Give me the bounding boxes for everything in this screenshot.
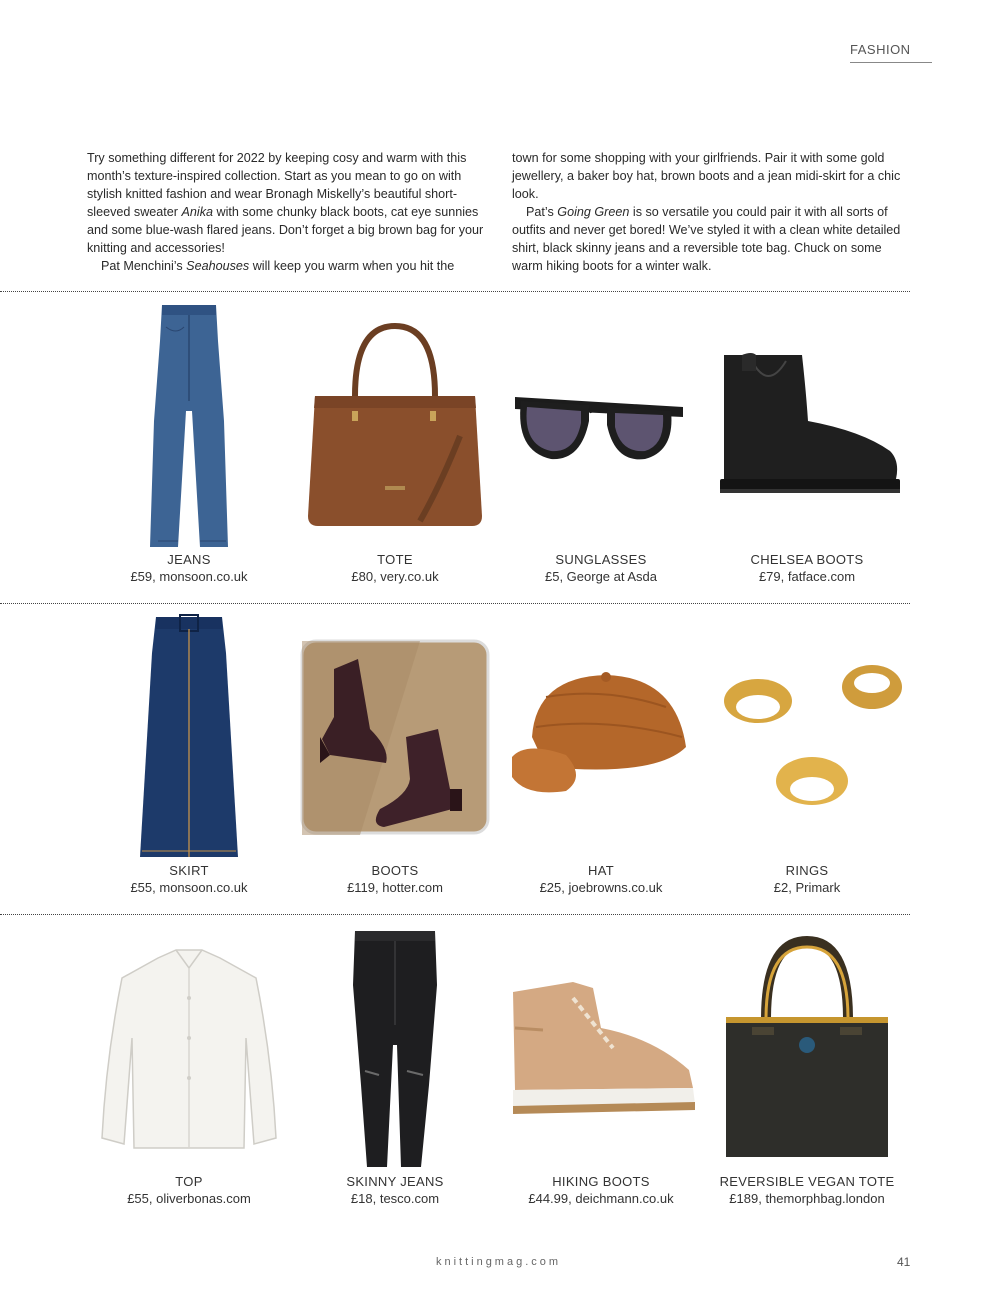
product-name: CHELSEA BOOTS — [750, 552, 864, 567]
product-name: HAT — [588, 863, 614, 878]
product-name: SKIRT — [169, 863, 209, 878]
product-name: REVERSIBLE VEGAN TOTE — [719, 1174, 895, 1189]
blouse-icon — [86, 922, 292, 1174]
intro-left-column — [87, 149, 485, 275]
product-sunglasses[interactable] — [498, 300, 704, 585]
footer-site[interactable]: knittingmag.com — [435, 1256, 562, 1268]
product-hat[interactable] — [498, 611, 704, 896]
product-price: £2, Primark — [773, 880, 841, 895]
skirt-icon — [86, 611, 292, 863]
row-divider — [0, 914, 910, 915]
pattern-title: Seahouses — [186, 259, 250, 273]
product-price: £18, tesco.com — [350, 1191, 440, 1206]
jeans-icon — [86, 300, 292, 552]
sunglasses-icon — [498, 300, 704, 552]
product-name: TOP — [175, 1174, 203, 1189]
section-tag: FASHION — [850, 42, 932, 63]
chelsea-boot-icon — [704, 300, 910, 552]
page-number: 41 — [897, 1255, 911, 1269]
hiking-boot-icon — [498, 922, 704, 1174]
intro-paragraph: Try something different for 2022 by keeping cosy and warm with this month’s texture-inspired collection. Start as you mean to go on with stylish knitted fashion and wear Bronagh Miskelly’s beautiful short-sleeved sweater Anika with some chunky black boots, cat eye sunnies and some blue-wash flared jeans. Don’t forget a big brown bag for your knitting and accessories! — [87, 151, 484, 255]
product-name: RINGS — [785, 863, 829, 878]
rings-icon — [704, 611, 910, 863]
product-name: SKINNY JEANS — [346, 1174, 444, 1189]
product-price: £80, very.co.uk — [351, 569, 439, 584]
product-price: £44.99, deichmann.co.uk — [528, 1191, 674, 1206]
tote-icon — [292, 300, 498, 552]
intro-paragraph: Pat Menchini’s Seahouses will keep you warm when you hit the — [101, 259, 455, 273]
product-skinny-jeans[interactable] — [292, 922, 498, 1207]
product-price: £55, oliverbonas.com — [127, 1191, 251, 1206]
product-price: £189, themorphbag.london — [729, 1191, 885, 1206]
product-boots[interactable] — [292, 611, 498, 896]
product-skirt[interactable] — [86, 611, 292, 896]
product-price: £59, monsoon.co.uk — [130, 569, 248, 584]
product-name: TOTE — [377, 552, 413, 567]
product-price: £55, monsoon.co.uk — [130, 880, 248, 895]
product-tote[interactable] — [292, 300, 498, 585]
product-name: HIKING BOOTS — [552, 1174, 650, 1189]
pattern-title: Going Green — [557, 205, 630, 219]
product-jeans[interactable] — [86, 300, 292, 585]
product-name: SUNGLASSES — [555, 552, 647, 567]
intro-right-column — [512, 149, 910, 275]
product-name: JEANS — [167, 552, 211, 567]
row-divider — [0, 603, 910, 604]
product-top[interactable] — [86, 922, 292, 1207]
product-reversible-vegan-tote[interactable] — [704, 922, 910, 1207]
product-price: £79, fatface.com — [758, 569, 856, 584]
product-rings[interactable] — [704, 611, 910, 896]
boots-photo-icon — [292, 611, 498, 863]
pattern-title: Anika — [181, 205, 214, 219]
hat-icon — [498, 611, 704, 863]
row-divider — [0, 291, 910, 292]
product-hiking-boots[interactable] — [498, 922, 704, 1207]
skinny-jeans-icon — [292, 922, 498, 1174]
product-name: BOOTS — [371, 863, 419, 878]
product-price: £5, George at Asda — [544, 569, 658, 584]
intro-paragraph: town for some shopping with your girlfriends. Pair it with some gold jewellery, a baker boy hat, brown boots and a jean midi-skirt for a chic look. — [512, 151, 901, 201]
product-chelsea-boots[interactable] — [704, 300, 910, 585]
product-price: £119, hotter.com — [347, 880, 443, 895]
intro-paragraph: Pat’s Going Green is so versatile you could pair it with all sorts of outfits and never get bored! We’ve styled it with a clean white detailed shirt, black skinny jeans and a reversible tote bag. Chuck on some warm hiking boots for a winter walk. — [512, 205, 901, 273]
product-price: £25, joebrowns.co.uk — [539, 880, 663, 895]
vegan-tote-icon — [704, 922, 910, 1174]
